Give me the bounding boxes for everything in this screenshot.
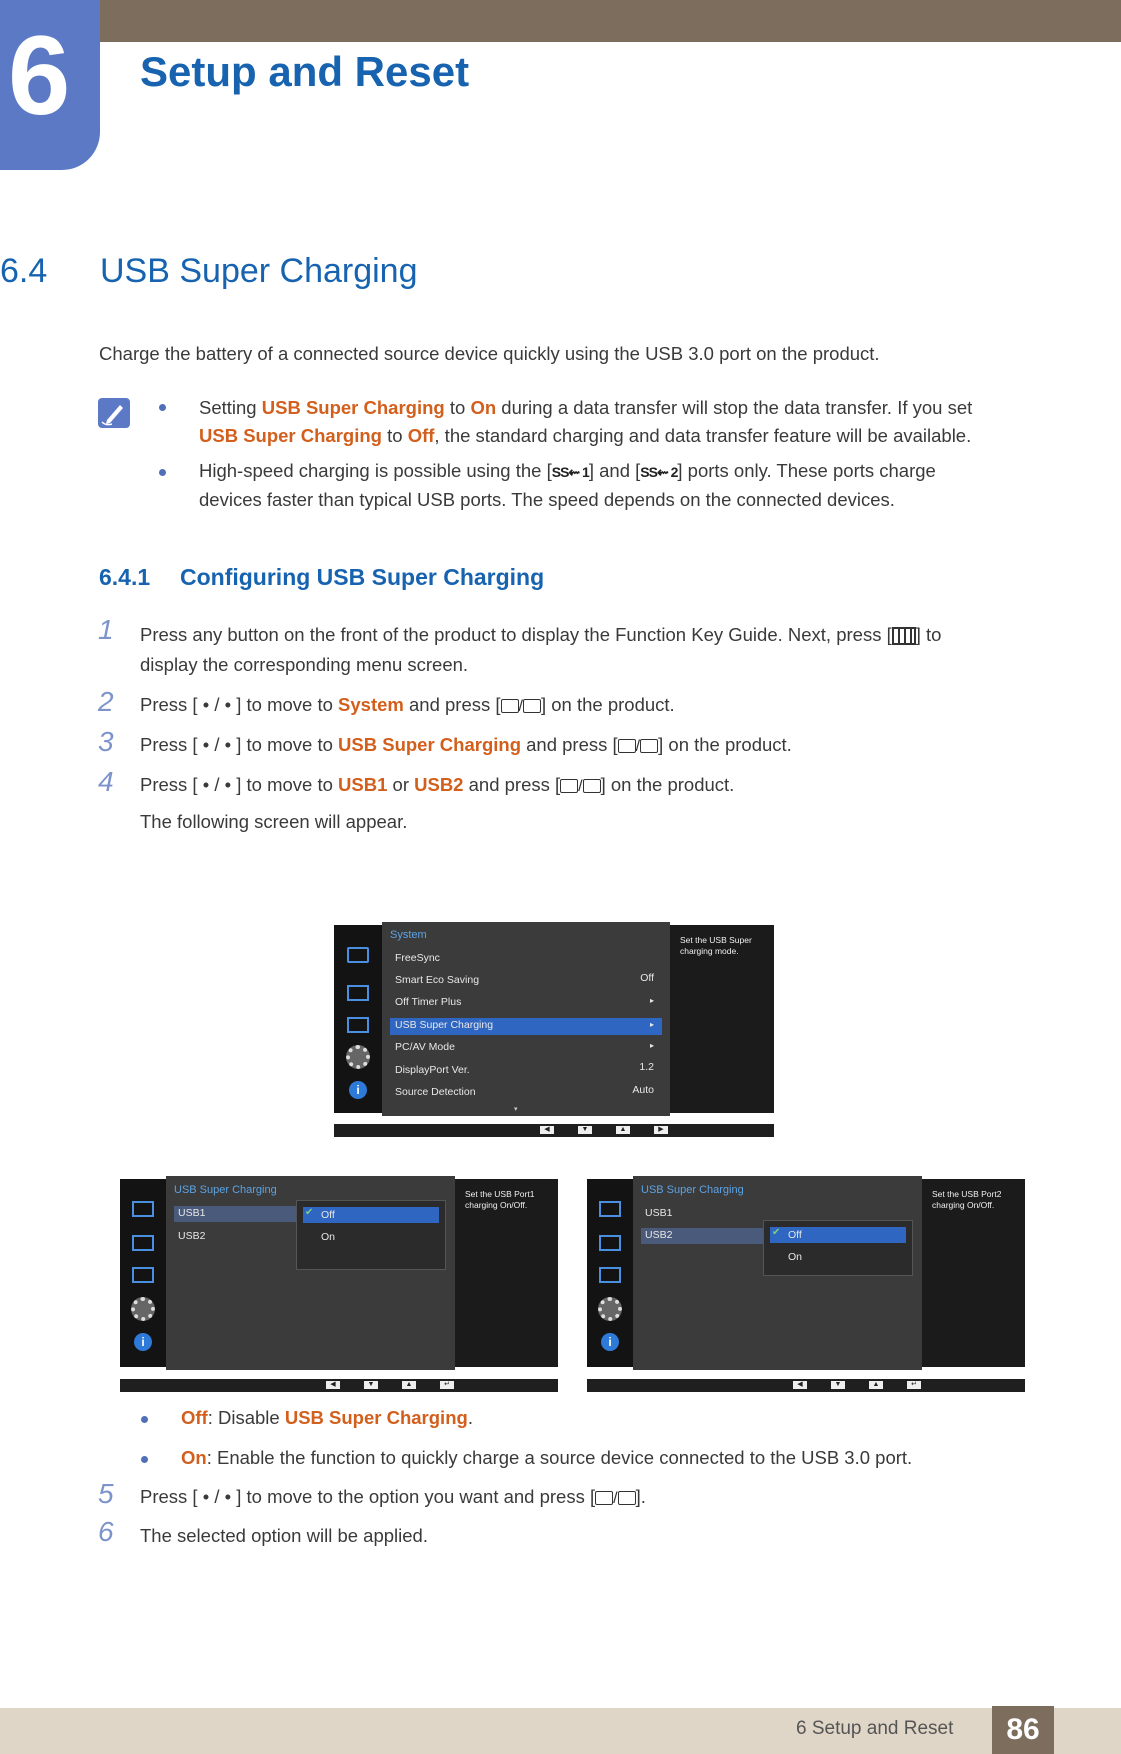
gear-icon xyxy=(131,1297,155,1321)
osd-help-text: Set the USB Port1 charging On/Off. xyxy=(455,1179,558,1367)
page-number: 86 xyxy=(992,1706,1054,1754)
osd-item: USB2 xyxy=(645,1229,673,1241)
osd-item: FreeSync xyxy=(395,952,440,964)
subsection-title: Configuring USB Super Charging xyxy=(180,564,545,590)
color-icon xyxy=(347,985,369,1001)
usb-port1-icon: SS⇜ 1 xyxy=(551,464,589,480)
osd-item: Smart Eco Saving xyxy=(395,974,480,986)
picture-icon xyxy=(132,1201,154,1217)
enter-button-icon xyxy=(640,739,658,753)
osd-title: USB Super Charging xyxy=(174,1184,277,1196)
option-popup xyxy=(763,1220,913,1276)
gear-icon xyxy=(598,1297,622,1321)
step-number: 1 xyxy=(98,614,114,645)
enter-key-icon: ↵ xyxy=(907,1381,921,1389)
osd-item: USB Super Charging xyxy=(395,1019,494,1031)
info-icon: i xyxy=(134,1333,152,1351)
osd-main-panel xyxy=(166,1176,455,1370)
option-on-desc: On: Enable the function to quickly charge a source device connected to the USB 3.0 port. xyxy=(181,1447,913,1468)
size-position-icon xyxy=(132,1267,154,1283)
enter-button-icon xyxy=(618,1491,636,1505)
osd-item: USB1 xyxy=(645,1207,673,1219)
check-icon: ✔ xyxy=(305,1207,314,1218)
osd-main-panel xyxy=(633,1176,922,1370)
step-number: 4 xyxy=(98,766,114,797)
step-3: Press [ • / • ] to move to USB Super Charging and press [ / ] on the product. xyxy=(140,734,792,755)
osd-item: USB2 xyxy=(178,1230,206,1242)
down-key-icon: ▼ xyxy=(578,1126,592,1134)
footer-chapter: 6 Setup and Reset xyxy=(796,1718,954,1739)
osd-item: Source Detection xyxy=(395,1086,476,1098)
osd-value: ▸ xyxy=(649,996,654,1005)
step-2: Press [ • / • ] to move to System and press [ / ] on the product. xyxy=(140,694,675,715)
osd-value: Off xyxy=(640,972,654,984)
bullet-icon xyxy=(159,404,166,411)
intro-paragraph: Charge the battery of a connected source device quickly using the USB 3.0 port on the product. xyxy=(99,343,880,364)
chapter-number: 6 xyxy=(8,13,71,138)
step-6: The selected option will be applied. xyxy=(140,1525,428,1546)
enter-button-icon xyxy=(618,739,636,753)
osd-sidebar xyxy=(334,925,382,1113)
osd-main-panel xyxy=(382,922,670,1116)
up-key-icon: ▲ xyxy=(402,1381,416,1389)
info-icon: i xyxy=(349,1081,367,1099)
picture-icon xyxy=(599,1201,621,1217)
enter-button-icon xyxy=(523,699,541,713)
osd-system-menu xyxy=(334,922,774,1138)
info-icon: i xyxy=(601,1333,619,1351)
osd-key-guide xyxy=(587,1379,1025,1392)
option-popup xyxy=(296,1200,446,1270)
osd-value: ▸ xyxy=(649,1020,654,1029)
option-on: On xyxy=(321,1231,336,1243)
osd-usb1-menu xyxy=(120,1176,558,1392)
size-position-icon xyxy=(347,1017,369,1033)
enter-button-icon xyxy=(583,779,601,793)
osd-item: USB1 xyxy=(178,1207,206,1219)
osd-title: System xyxy=(390,929,427,941)
osd-value: Auto xyxy=(632,1084,654,1096)
bullet-icon xyxy=(141,1456,148,1463)
step-5: Press [ • / • ] to move to the option you want and press [ / ]. xyxy=(140,1486,646,1507)
osd-sidebar xyxy=(120,1179,166,1367)
left-key-icon: ◀ xyxy=(793,1381,807,1389)
scroll-down-icon: ▾ xyxy=(514,1106,518,1113)
option-off-desc: Off: Disable USB Super Charging. xyxy=(181,1407,473,1428)
osd-item: Off Timer Plus xyxy=(395,996,462,1008)
step-number: 2 xyxy=(98,686,114,717)
up-key-icon: ▲ xyxy=(616,1126,630,1134)
enter-button-icon xyxy=(595,1491,613,1505)
note-2: High-speed charging is possible using the [SS⇜ 1] and [SS⇜ 2] ports only. These ports charge devices faster than typical USB ports. The speed depends on the connected devices. xyxy=(199,460,936,510)
gear-icon xyxy=(346,1045,370,1069)
osd-help-text: Set the USB Super charging mode. xyxy=(670,925,774,1113)
step-number: 6 xyxy=(98,1516,114,1547)
note-icon xyxy=(98,398,130,428)
osd-sidebar xyxy=(587,1179,633,1367)
right-key-icon: ▶ xyxy=(654,1126,668,1134)
left-key-icon: ◀ xyxy=(326,1381,340,1389)
size-position-icon xyxy=(599,1267,621,1283)
step-4-followup: The following screen will appear. xyxy=(140,811,408,832)
osd-value: 1.2 xyxy=(639,1061,654,1073)
menu-button-icon xyxy=(892,627,916,645)
option-off: Off xyxy=(788,1229,802,1241)
osd-key-guide xyxy=(120,1379,558,1392)
option-on: On xyxy=(788,1251,803,1263)
step-number: 5 xyxy=(98,1478,114,1509)
step-number: 3 xyxy=(98,726,114,757)
bullet-icon xyxy=(159,469,166,476)
header-bar xyxy=(0,0,1121,42)
chapter-tab xyxy=(0,0,100,170)
step-4: Press [ • / • ] to move to USB1 or USB2 and press [ / ] on the product. xyxy=(140,774,735,795)
section-number: 6.4 xyxy=(0,252,48,290)
check-icon: ✔ xyxy=(772,1227,781,1238)
down-key-icon: ▼ xyxy=(831,1381,845,1389)
chapter-title: Setup and Reset xyxy=(140,48,470,95)
osd-key-guide xyxy=(334,1124,774,1137)
osd-item: DisplayPort Ver. xyxy=(395,1064,470,1076)
osd-item: PC/AV Mode xyxy=(395,1041,455,1053)
osd-help-text: Set the USB Port2 charging On/Off. xyxy=(922,1179,1025,1367)
section-title: USB Super Charging xyxy=(100,252,418,290)
enter-button-icon xyxy=(560,779,578,793)
bullet-icon xyxy=(141,1416,148,1423)
picture-icon xyxy=(347,947,369,963)
up-key-icon: ▲ xyxy=(869,1381,883,1389)
subsection-number: 6.4.1 xyxy=(99,564,151,590)
step-1: Press any button on the front of the product to display the Function Key Guide. Next, press [ ] to display the corresponding menu screen. xyxy=(140,624,942,675)
enter-button-icon xyxy=(501,699,519,713)
osd-value: ▸ xyxy=(649,1041,654,1050)
note-1: Setting USB Super Charging to On during a data transfer will stop the data transfer. If you set USB Super Charging to Off, the standard charging and data transfer feature will be available. xyxy=(199,397,973,446)
osd-title: USB Super Charging xyxy=(641,1184,744,1196)
enter-key-icon: ↵ xyxy=(440,1381,454,1389)
color-icon xyxy=(599,1235,621,1251)
option-off: Off xyxy=(321,1209,335,1221)
usb-port2-icon: SS⇜ 2 xyxy=(640,464,678,480)
down-key-icon: ▼ xyxy=(364,1381,378,1389)
left-key-icon: ◀ xyxy=(540,1126,554,1134)
color-icon xyxy=(132,1235,154,1251)
osd-usb2-menu xyxy=(587,1176,1025,1392)
